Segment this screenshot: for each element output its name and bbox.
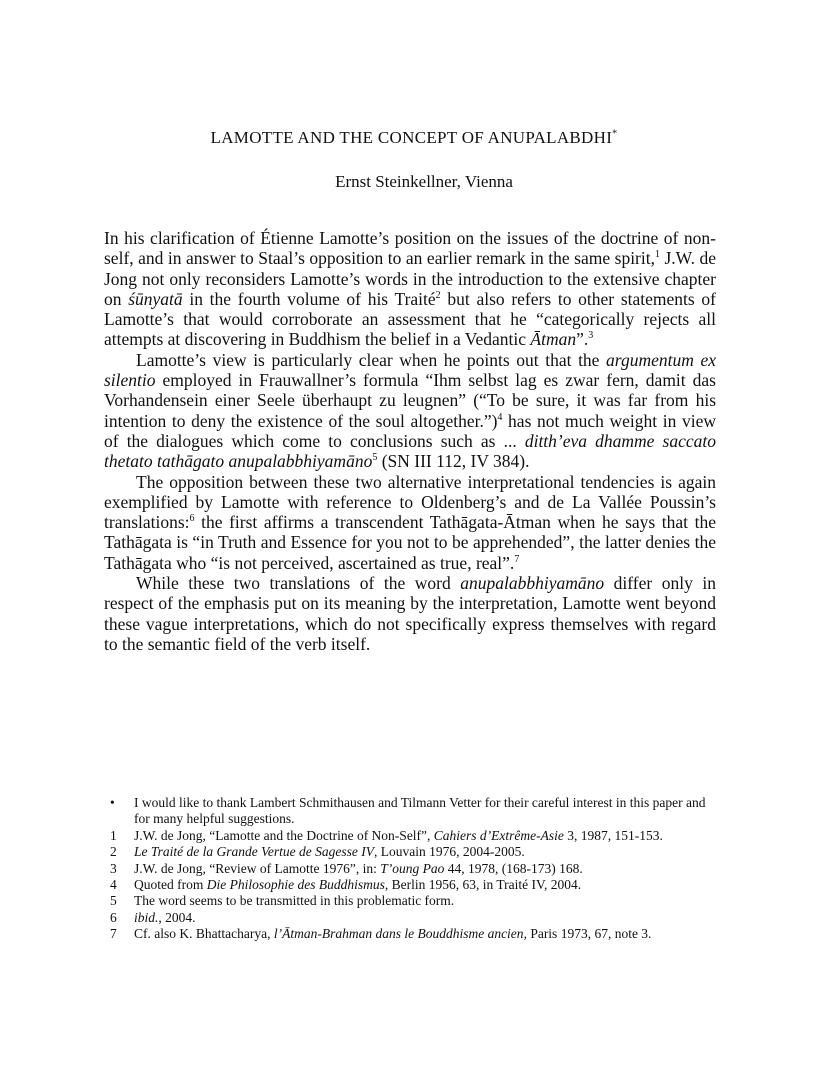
footnote-text: J.W. de Jong, “Lamotte and the Doctrine of Non-Self”, Cahiers d’Extrême-Asie 3, 1987, 151-153. <box>134 827 663 843</box>
footnote-text: J.W. de Jong, “Review of Lamotte 1976”, in: T’oung Pao 44, 1978, (168-173) 168. <box>134 860 583 876</box>
footnote-ref-2: 2 <box>435 290 441 302</box>
footnote-ref-5: 5 <box>372 452 378 464</box>
paper-title-text: LAMOTTE AND THE CONCEPT OF ANUPALABDHI <box>210 128 613 147</box>
footnote <box>104 910 724 926</box>
paragraph-4: While these two translations of the word anupalabbhiyamāno differ only in respect of the emphasis put on its meaning by the interpretation, Lamotte went beyond these vague interpretations, which do not specifically express themselves with regard to the semantic field of the verb itself. <box>104 573 716 654</box>
footnote-text: Le Traité de la Grande Vertue de Sagesse IV, Louvain 1976, 2004-2005. <box>134 844 525 860</box>
footnote-ref-7: 7 <box>514 553 520 565</box>
footnote <box>104 795 724 828</box>
paragraph-2: Lamotte’s view is particularly clear when he points out that the argumentum ex silentio employed in Frauwallner’s formula “Ihm selbst lag es zwar fern, damit das Vorhandensein einer Seele überhaupt zu leugnen” (“To be sure, it was far from his intention to deny the existence of the soul altogether.”)$^4$ has not much weight in view of the dialogues which come to conclusions such as ... ditth’eva dhamme saccato thetato tathāgato anupalabbhiyamāno$^5$ (SN III 112, IV 384). <box>104 349 716 472</box>
footnote-mark: 2 <box>110 844 117 860</box>
footnote <box>104 877 724 893</box>
footnote <box>104 893 724 909</box>
body-text <box>104 228 716 654</box>
footnote-mark: 6 <box>110 909 117 925</box>
paragraph-1: In his clarification of Étienne Lamotte’s position on the issues of the doctrine of non-self, and in answer to Staal’s opposition to an earlier remark in the same spirit,$^1$ J.W. de Jong not only reconsiders Lamotte’s words in the introduction to the extensive chapter on śūnyatā in the fourth volume of his Traité$^2$ but also refers to other statements of Lamotte’s that would corroborate an assessment that he “categorically rejects all attempts at discovering in Buddhism the belief in a Vedantic Ātman”.$^3$ <box>104 228 716 350</box>
footnote-ref-3: 3 <box>588 330 594 342</box>
paragraph-3: The opposition between these two alternative interpretational tendencies is again exemplified by Lamotte with reference to Oldenberg’s and de La Vallée Poussin’s translations:$^6$ the first affirms a transcendent Tathāgata-Ātman when he says that the Tathāgata is “in Truth and Essence for you not to be apprehended”, the latter denies the Tathāgata who “is not perceived, ascertained as true, real”.$^7$ <box>104 471 716 573</box>
footnote-mark: 3 <box>110 860 117 876</box>
author-line: Ernst Steinkellner, Vienna <box>335 172 513 191</box>
footnote-ref-6: 6 <box>189 513 195 525</box>
footnote <box>104 926 724 942</box>
footnote-ref-4: 4 <box>497 411 503 423</box>
footnote-text: The word seems to be transmitted in this problematic form. <box>134 893 455 909</box>
footnote-text: I would like to thank Lambert Schmithausen and Tilmann Vetter for their careful interest in this paper and for many helpful suggestions. <box>134 795 706 827</box>
footnote-mark: 4 <box>110 877 117 893</box>
footnote-mark: 7 <box>110 926 117 942</box>
footnote-text: ibid., 2004. <box>134 909 196 925</box>
footnote-text: Cf. also K. Bhattacharya, l’Ātman-Brahman dans le Bouddhisme ancien, Paris 1973, 67, note 3. <box>134 926 652 942</box>
footnote-ref-1: 1 <box>654 249 660 261</box>
footnote <box>104 844 724 860</box>
footnote-mark: 5 <box>110 893 117 909</box>
footnote-text: Quoted from Die Philosophie des Buddhismus, Berlin 1956, 63, in Traité IV, 2004. <box>134 877 582 893</box>
footnote-mark: 1 <box>110 827 117 843</box>
footnotes <box>104 795 724 943</box>
paper-title <box>0 128 828 148</box>
footnote <box>104 828 724 844</box>
title-footnote-mark: * <box>612 128 618 140</box>
footnote <box>104 861 724 877</box>
footnote-mark: • <box>110 795 115 810</box>
